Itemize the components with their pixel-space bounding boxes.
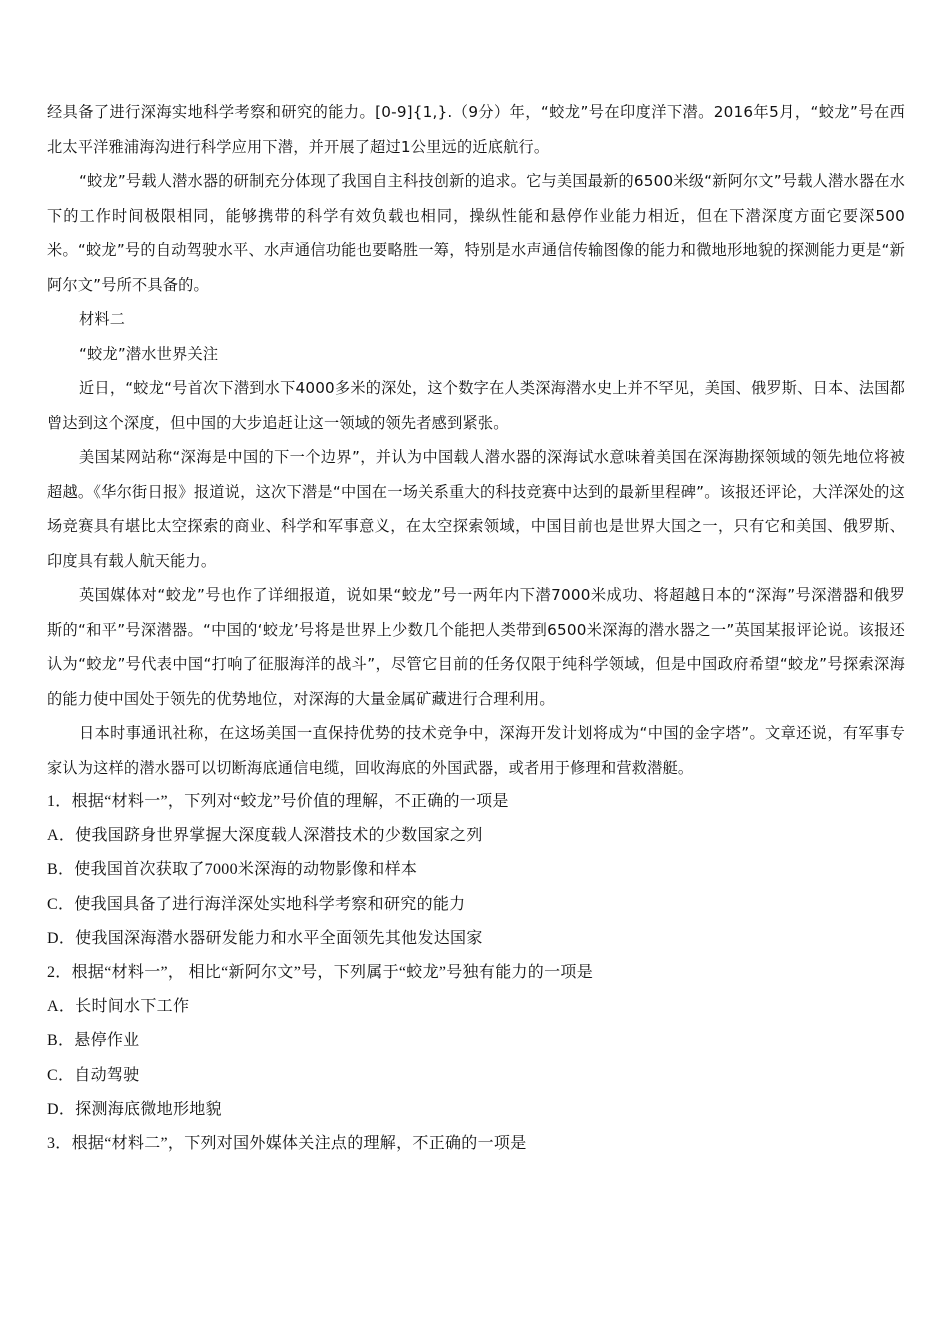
answer-option-b[interactable]: B．悬停作业 xyxy=(47,1032,140,1050)
question-block-3 xyxy=(47,1127,905,1161)
answer-option-c[interactable]: C．使我国具备了进行海洋深处实地科学考察和研究的能力 xyxy=(47,895,466,913)
answer-option-a[interactable]: A．使我国跻身世界掌握大深度载人深潜技术的少数国家之列 xyxy=(47,827,483,845)
question-stem: 1．根据“材料一”，下列对“蛟龙”号价值的理解，不正确的一项是 xyxy=(47,793,509,810)
material-one-paragraph-1: 经具备了进行深海实地科学考察和研究的能力。[0-9]{1,}.（9分）年，“蛟龙”号在印度洋下潜。2016年5月，“蛟龙”号在西北太平洋雅浦海沟进行科学应用下潜，并开展了超过1公里远的近底航行。 xyxy=(47,103,905,156)
article-body xyxy=(47,95,905,1161)
material-two-paragraph-1: 近日，“蛟龙“号首次下潜到水下4000多米的深处，这个数字在人类深海潜水史上并不罕见，美国、俄罗斯、日本、法国都曾达到这个深度，但中国的大步追赶让这一领域的领先者感到紧张。 xyxy=(47,379,905,432)
answer-option-d[interactable]: D．使我国深海潜水器研发能力和水平全面领先其他发达国家 xyxy=(47,929,483,947)
answer-option-b[interactable]: B．使我国首次获取了7000米深海的动物影像和样本 xyxy=(47,861,418,879)
answer-option-c[interactable]: C．自动驾驶 xyxy=(47,1066,140,1084)
question-stem: 2．根据“材料一”， 相比“新阿尔文”号，下列属于“蛟龙”号独有能力的一项是 xyxy=(47,964,594,982)
material-one-paragraph-2: “蛟龙”号载人潜水器的研制充分体现了我国自主科技创新的追求。它与美国最新的6500米级“新阿尔文”号载人潜水器在水下的工作时间极限相同，能够携带的科学有效负载也相同，操纵性能和悬停作业能力相近，但在下潜深度方面它要深500米。“蛟龙”号的自动驾驶水平、水声通信功能也要略胜一筹，特别是水声通信传输图像的能力和微地形地貌的探测能力更是“新阿尔文”号所不具备的。 xyxy=(47,172,905,294)
material-two-paragraph-2: 美国某网站称“深海是中国的下一个边界”，并认为中国载人潜水器的深海试水意味着美国在深海勘探领域的领先地位将被超越。《华尔街日报》报道说，这次下潜是“中国在一场关系重大的科技竞赛中达到的最新里程碑”。该报还评论，大洋深处的这场竞赛具有堪比太空探索的商业、科学和军事意义，在太空探索领域，中国目前也是世界大国之一，只有它和美国、俄罗斯、印度具有载人航天能力。 xyxy=(47,448,905,570)
material-two-label: 材料二 xyxy=(79,310,126,328)
answer-option-a[interactable]: A．长时间水下工作 xyxy=(47,998,190,1016)
question-block-2 xyxy=(47,956,905,1127)
question-block-1 xyxy=(47,785,905,956)
material-two-paragraph-4: 日本时事通讯社称，在这场美国一直保持优势的技术竞争中，深海开发计划将成为“中国的金字塔”。文章还说，有军事专家认为这样的潜水器可以切断海底通信电缆，回收海底的外国武器，或者用于修理和营救潜艇。 xyxy=(47,724,905,777)
material-two-paragraph-3: 英国媒体对“蛟龙”号也作了详细报道，说如果“蛟龙”号一两年内下潜7000米成功、将超越日本的“深海”号深潜器和俄罗斯的“和平”号深潜器。“中国的‘蛟龙’号将是世界上少数几个能把人类带到6500米深海的潜水器之一”英国某报评论说。该报还认为“蛟龙”号代表中国“打响了征服海洋的战斗”，尽管它目前的任务仅限于纯科学领域，但是中国政府希望“蛟龙”号探索深海的能力使中国处于领先的优势地位，对深海的大量金属矿藏进行合理利用。 xyxy=(47,586,905,708)
answer-option-d[interactable]: D．探测海底微地形地貌 xyxy=(47,1100,222,1118)
question-stem: 3．根据“材料二”，下列对国外媒体关注点的理解，不正确的一项是 xyxy=(47,1135,527,1153)
material-two-headline: “蛟龙”潜水世界关注 xyxy=(79,344,219,363)
